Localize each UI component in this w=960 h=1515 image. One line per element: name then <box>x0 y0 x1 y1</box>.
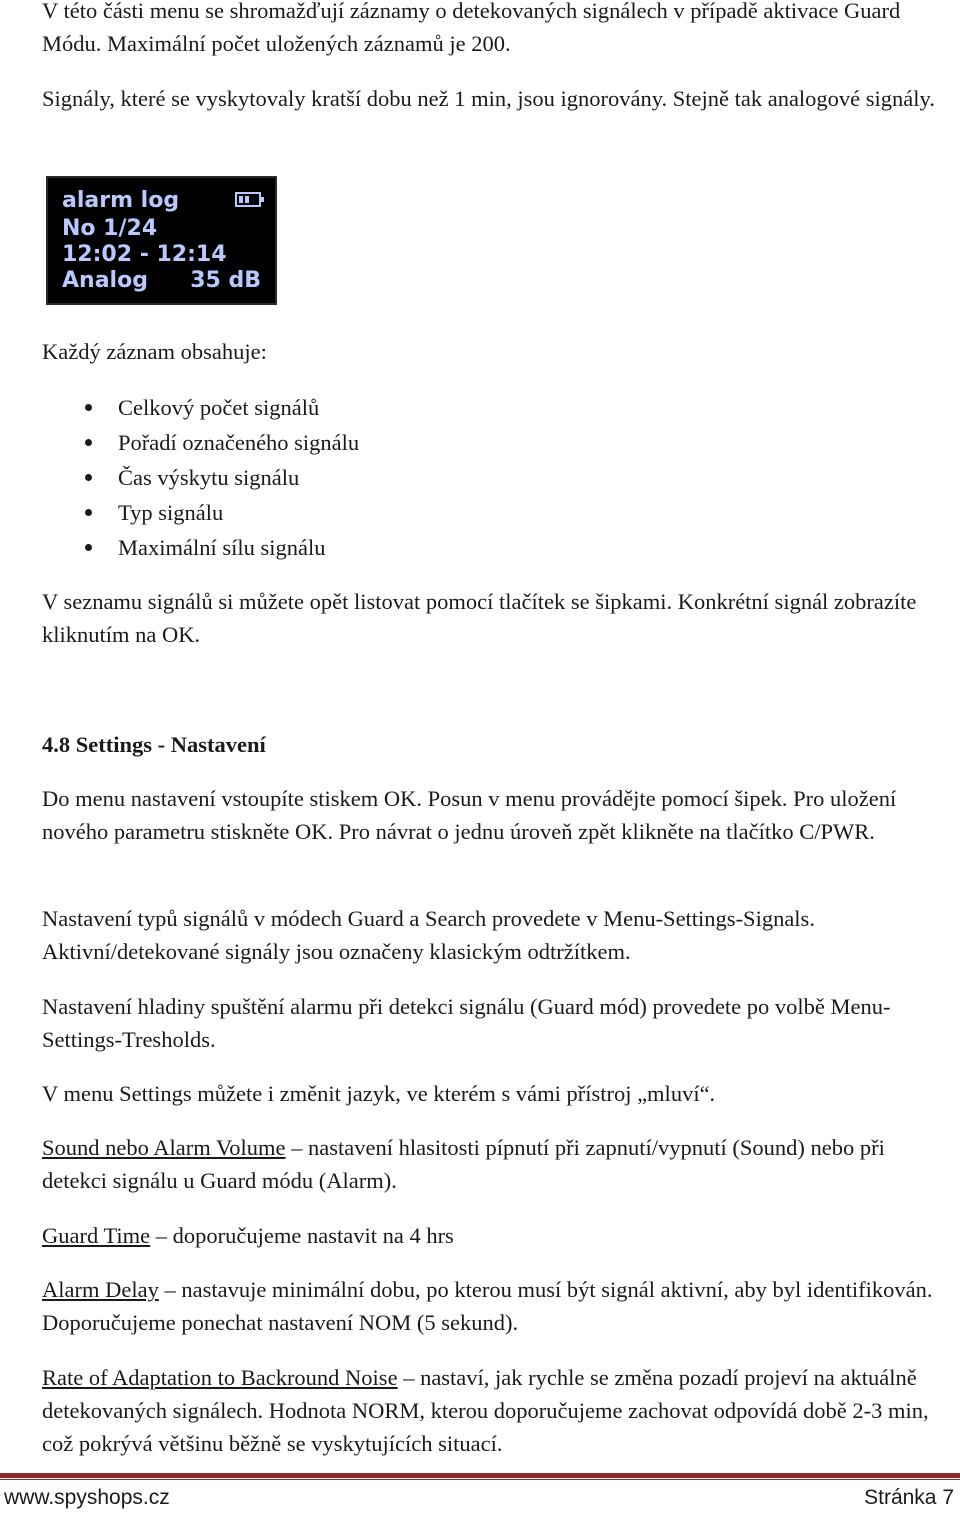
settings-paragraph-4: V menu Settings můžete i změnit jazyk, ve kterém s vámi přístroj „mluví“. <box>42 1081 716 1106</box>
footer-website: www.spyshops.cz <box>4 1486 170 1509</box>
record-contents-list <box>118 390 359 565</box>
screen-time-range: 12:02 - 12:14 <box>62 242 227 267</box>
definition-term: Guard Time <box>42 1223 151 1248</box>
battery-icon <box>235 192 261 207</box>
record-intro: Každý záznam obsahuje: <box>42 339 267 364</box>
screen-title: alarm log <box>62 188 180 213</box>
footer-divider <box>0 1473 960 1478</box>
definition-text: – nastaví, jak rychle se změna pozadí projeví na aktuálně detekovaných signálech. Hodnota NORM, kterou doporučujeme zachovat odpovídá době 2-3 min, což pokrývá většinu běžně se vyskytujících situací. <box>42 1365 929 1456</box>
list-item: Čas výskytu signálu <box>118 460 359 495</box>
screen-record-number: No 1/24 <box>62 216 158 241</box>
ignored-signals-paragraph: Signály, které se vyskytovaly kratší dobu než 1 min, jsou ignorovány. Stejně tak analogové signály. <box>42 86 935 111</box>
list-item: Pořadí označeného signálu <box>118 425 359 460</box>
definition-text: – nastavuje minimální dobu, po kterou musí být signál aktivní, aby byl identifikován. Doporučujeme ponechat nastavení NOM (5 sekund). <box>42 1277 933 1335</box>
device-screen-image <box>46 176 277 305</box>
definition-text: – nastavení hlasitosti pípnutí při zapnutí/vypnutí (Sound) nebo při detekci signálu u Guard módu (Alarm). <box>42 1135 885 1193</box>
definition-term: Sound nebo Alarm Volume <box>42 1135 286 1160</box>
settings-paragraph-2: Nastavení typů signálů v módech Guard a Search provedete v Menu-Settings-Signals. Aktivní/detekované signály jsou označeny klasickým odtržítkem. <box>42 906 815 964</box>
list-item: Typ signálu <box>118 495 359 530</box>
list-item: Celkový počet signálů <box>118 390 359 425</box>
definition-term: Alarm Delay <box>42 1277 159 1302</box>
definition-alarm-delay <box>42 1273 942 1339</box>
definition-adaptation-rate <box>42 1361 942 1460</box>
footer-page-number: Stránka 7 <box>864 1486 954 1509</box>
definition-sound-volume <box>42 1131 942 1197</box>
screen-signal-level: 35 dB <box>190 268 261 293</box>
section-heading: 4.8 Settings - Nastavení <box>42 732 266 757</box>
settings-paragraph-1: Do menu nastavení vstoupíte stiskem OK. Posun v menu provádějte pomocí šipek. Pro uložení nového parametru stiskněte OK. Pro návrat o jednu úroveň zpět klikněte na tlačítko C/PWR. <box>42 786 897 844</box>
definition-guard-time <box>42 1219 942 1252</box>
bullet-icon <box>85 439 92 446</box>
bullet-icon <box>85 544 92 551</box>
screen-signal-type: Analog <box>62 268 148 293</box>
definition-text: – doporučujeme nastavit na 4 hrs <box>150 1223 454 1248</box>
bullet-icon <box>85 474 92 481</box>
intro-paragraph: V této části menu se shromažďují záznamy o detekovaných signálech v případě aktivace Guard Módu. Maximální počet uložených záznamů je 200. <box>42 0 901 56</box>
bullet-icon <box>85 404 92 411</box>
settings-paragraph-3: Nastavení hladiny spuštění alarmu při detekci signálu (Guard mód) provedete po volbě Menu-Settings-Tresholds. <box>42 994 891 1052</box>
navigation-paragraph: V seznamu signálů si můžete opět listovat pomocí tlačítek se šipkami. Konkrétní signál zobrazíte kliknutím na OK. <box>42 589 917 647</box>
definition-term: Rate of Adaptation to Backround Noise <box>42 1365 398 1390</box>
list-item: Maximální sílu signálu <box>118 530 359 565</box>
footer-divider-thin <box>0 1479 960 1480</box>
bullet-icon <box>85 509 92 516</box>
